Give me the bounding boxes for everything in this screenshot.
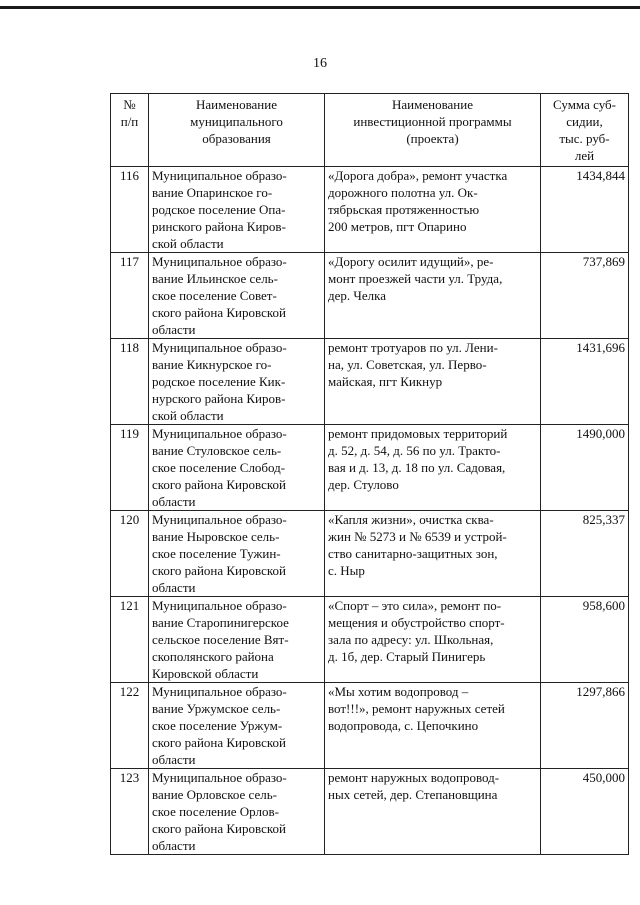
top-border-rule [0,6,640,9]
header-municipality: Наименование муниципального образования [149,94,325,167]
row-number: 116 [111,167,149,253]
municipality-cell: Муниципальное образо- вание Старопинигерское сельское поселение Вят- скополянского района Кировской области [149,597,325,683]
municipality-cell: Муниципальное образо- вание Орловское сель- ское поселение Орлов- ского района Кировской области [149,769,325,855]
program-cell: ремонт наружных водопровод- ных сетей, дер. Степановщина [325,769,541,855]
municipality-cell: Муниципальное образо- вание Ильинское сель- ское поселение Совет- ского района Кировской области [149,253,325,339]
table-body [111,167,629,855]
table-row [111,597,629,683]
subsidy-sum-cell: 737,869 [541,253,629,339]
municipality-cell: Муниципальное образо- вание Кикнурское го- родское поселение Кик- нурского района Киров- ской области [149,339,325,425]
subsidy-sum-cell: 1434,844 [541,167,629,253]
table-row [111,339,629,425]
subsidy-sum-cell: 1297,866 [541,683,629,769]
subsidy-sum-cell: 1490,000 [541,425,629,511]
row-number: 123 [111,769,149,855]
program-cell: «Дорогу осилит идущий», ре- монт проезжей части ул. Труда, дер. Челка [325,253,541,339]
program-cell: «Капля жизни», очистка сква- жин № 5273 и № 6539 и устрой- ство санитарно-защитных зон, с. Ныр [325,511,541,597]
program-cell: ремонт придомовых территорий д. 52, д. 54, д. 56 по ул. Тракто- вая и д. 13, д. 18 по ул. Садовая, дер. Стулово [325,425,541,511]
row-number: 117 [111,253,149,339]
subsidy-sum-cell: 958,600 [541,597,629,683]
program-cell: ремонт тротуаров по ул. Лени- на, ул. Советская, ул. Перво- майская, пгт Кикнур [325,339,541,425]
row-number: 120 [111,511,149,597]
row-number: 122 [111,683,149,769]
row-number: 118 [111,339,149,425]
subsidy-table [110,93,629,855]
municipality-cell: Муниципальное образо- вание Опаринское го- родское поселение Опа- ринского района Киров- ской области [149,167,325,253]
page-number: 16 [313,56,327,71]
header-num: № п/п [111,94,149,167]
table-header [111,94,629,167]
municipality-cell: Муниципальное образо- вание Уржумское сель- ское поселение Уржум- ского района Кировской области [149,683,325,769]
table-row [111,769,629,855]
municipality-cell: Муниципальное образо- вание Стуловское сель- ское поселение Слобод- ского района Кировской области [149,425,325,511]
subsidy-sum-cell: 825,337 [541,511,629,597]
table-row [111,167,629,253]
municipality-cell: Муниципальное образо- вание Ныровское сель- ское поселение Тужин- ского района Кировской области [149,511,325,597]
program-cell: «Мы хотим водопровод – вот!!!», ремонт наружных сетей водопровода, с. Цепочкино [325,683,541,769]
subsidy-sum-cell: 450,000 [541,769,629,855]
subsidy-sum-cell: 1431,696 [541,339,629,425]
program-cell: «Дорога добра», ремонт участка дорожного полотна ул. Ок- тябрьская протяженностью 200 метров, пгт Опарино [325,167,541,253]
row-number: 121 [111,597,149,683]
table-row [111,253,629,339]
table-row [111,425,629,511]
table-row [111,511,629,597]
row-number: 119 [111,425,149,511]
header-sum: Сумма суб- сидии, тыс. руб- лей [541,94,629,167]
program-cell: «Спорт – это сила», ремонт по- мещения и обустройство спорт- зала по адресу: ул. Школьная, д. 1б, дер. Старый Пинигерь [325,597,541,683]
header-row [111,94,629,167]
header-program: Наименование инвестиционной программы (проекта) [325,94,541,167]
table-row [111,683,629,769]
